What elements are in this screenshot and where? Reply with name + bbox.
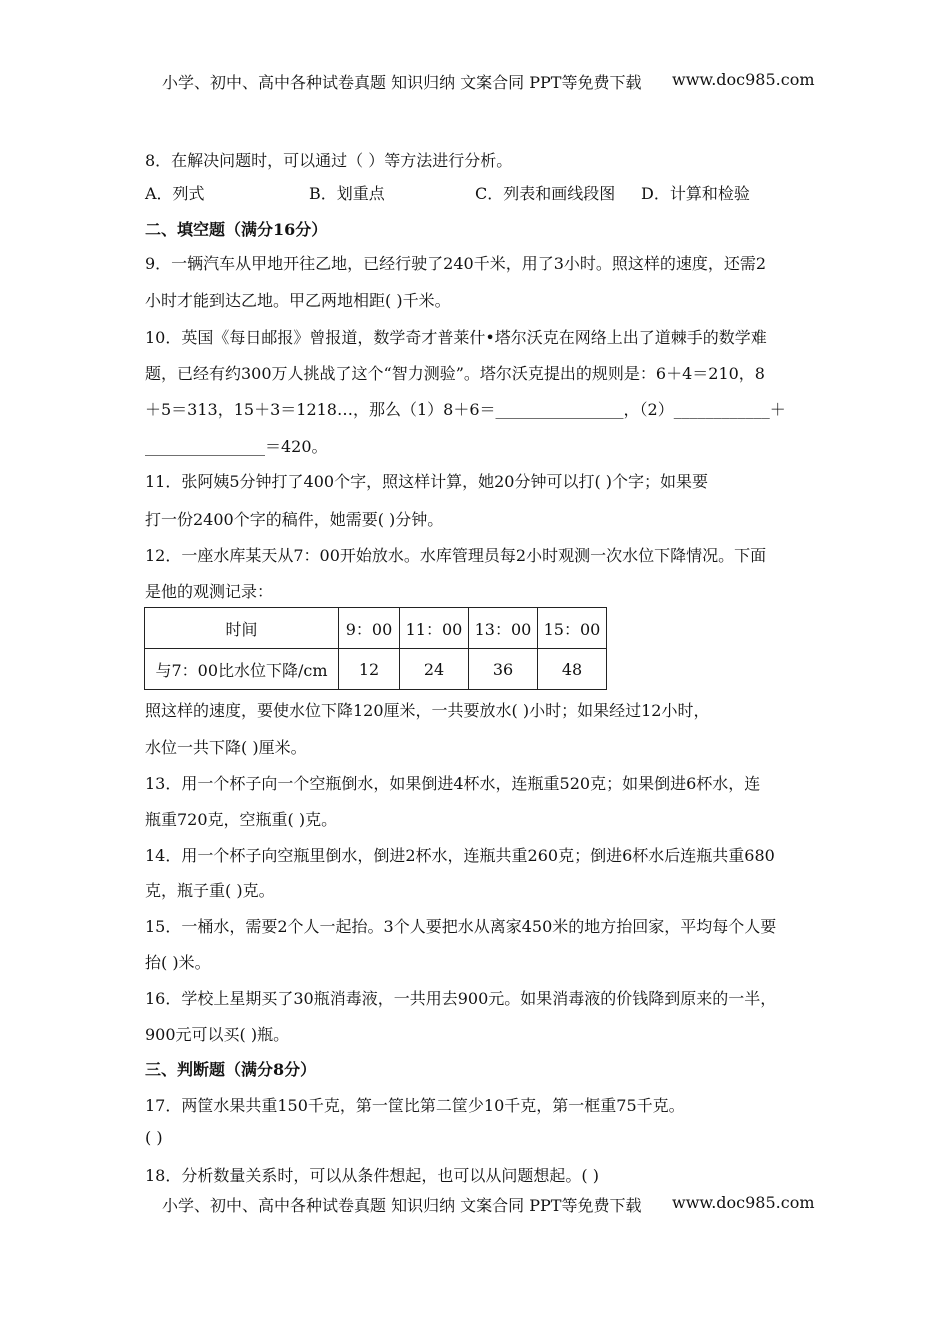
question-17-line-1: 17．两筐水果共重150千克，第一筐比第二筐少10千克，第一框重75千克。 (145, 1096, 685, 1115)
table-cell: 24 (400, 649, 469, 690)
question-16-line-2: 900元可以买( )瓶。 (145, 1025, 290, 1044)
question-9-line-2: 小时才能到达乙地。甲乙两地相距( )千米。 (145, 291, 451, 310)
table-cell: 48 (538, 649, 607, 690)
footer-text: 小学、初中、高中各种试卷真题 知识归纳 文案合同 PPT等免费下载 (162, 1196, 642, 1215)
question-12-line-4: 水位一共下降( )厘米。 (145, 738, 307, 757)
page-footer (162, 1193, 815, 1216)
question-11-line-2: 打一份2400个字的稿件，她需要( )分钟。 (145, 510, 444, 529)
table-cell: 12 (339, 649, 400, 690)
table-row (145, 649, 607, 690)
question-10-line-4: _______________＝420。 (145, 437, 328, 456)
option-d: D．计算和检验 (641, 184, 750, 203)
footer-url: www.doc985.com (672, 1193, 815, 1212)
question-17-line-2: ( ) (145, 1128, 163, 1147)
question-12-line-2: 是他的观测记录： (145, 582, 274, 601)
question-8-stem: 8．在解决问题时，可以通过（ ）等方法进行分析。 (145, 151, 513, 170)
question-10-line-3: ＋5＝313，15＋3＝1218…，那么（1）8＋6＝________________，（2）____________＋ (145, 400, 786, 419)
question-9-line-1: 9．一辆汽车从甲地开往乙地，已经行驶了240千米，用了3小时。照这样的速度，还需2 (145, 254, 767, 273)
observation-table (144, 607, 607, 690)
question-10-line-2: 题，已经有约300万人挑战了这个“智力测验”。塔尔沃克提出的规则是：6＋4＝210，8 (145, 364, 765, 383)
question-12-line-1: 12．一座水库某天从7：00开始放水。水库管理员每2小时观测一次水位下降情况。下面 (145, 546, 767, 565)
table-header-row (145, 608, 607, 649)
table-cell: 9：00 (339, 608, 400, 649)
section-2-heading: 二、填空题（满分16分） (145, 220, 328, 239)
table-cell: 与7：00比水位下降/cm (145, 649, 339, 690)
table-cell: 时间 (145, 608, 339, 649)
option-a: A．列式 (145, 184, 205, 203)
question-13-line-1: 13．用一个杯子向一个空瓶倒水，如果倒进4杯水，连瓶重520克；如果倒进6杯水，连 (145, 774, 761, 793)
question-16-line-1: 16．学校上星期买了30瓶消毒液，一共用去900元。如果消毒液的价钱降到原来的一半， (145, 989, 777, 1008)
header-url: www.doc985.com (672, 70, 815, 89)
page-header (162, 70, 815, 93)
question-14-line-2: 克，瓶子重( )克。 (145, 881, 275, 900)
question-15-line-1: 15．一桶水，需要2个人一起抬。3个人要把水从离家450米的地方抬回家，平均每个人要 (145, 917, 777, 936)
question-11-line-1: 11．张阿姨5分钟打了400个字，照这样计算，她20分钟可以打( )个字；如果要 (145, 472, 709, 491)
table-cell: 13：00 (469, 608, 538, 649)
question-18: 18．分析数量关系时，可以从条件想起，也可以从问题想起。( ) (145, 1166, 599, 1185)
header-text: 小学、初中、高中各种试卷真题 知识归纳 文案合同 PPT等免费下载 (162, 73, 642, 92)
table-cell: 15：00 (538, 608, 607, 649)
question-14-line-1: 14．用一个杯子向空瓶里倒水，倒进2杯水，连瓶共重260克；倒进6杯水后连瓶共重680 (145, 846, 775, 865)
question-12-line-3: 照这样的速度，要使水位下降120厘米，一共要放水( )小时；如果经过12小时， (145, 701, 710, 720)
option-b: B．划重点 (309, 184, 385, 203)
question-8-options (145, 181, 785, 201)
question-15-line-2: 抬( )米。 (145, 953, 211, 972)
section-3-heading: 三、判断题（满分8分） (145, 1060, 317, 1079)
question-13-line-2: 瓶重720克，空瓶重( )克。 (145, 810, 338, 829)
table-cell: 11：00 (400, 608, 469, 649)
question-10-line-1: 10．英国《每日邮报》曾报道，数学奇才普莱什•塔尔沃克在网络上出了道棘手的数学难 (145, 328, 767, 347)
option-c: C．列表和画线段图 (475, 184, 616, 203)
table-cell: 36 (469, 649, 538, 690)
